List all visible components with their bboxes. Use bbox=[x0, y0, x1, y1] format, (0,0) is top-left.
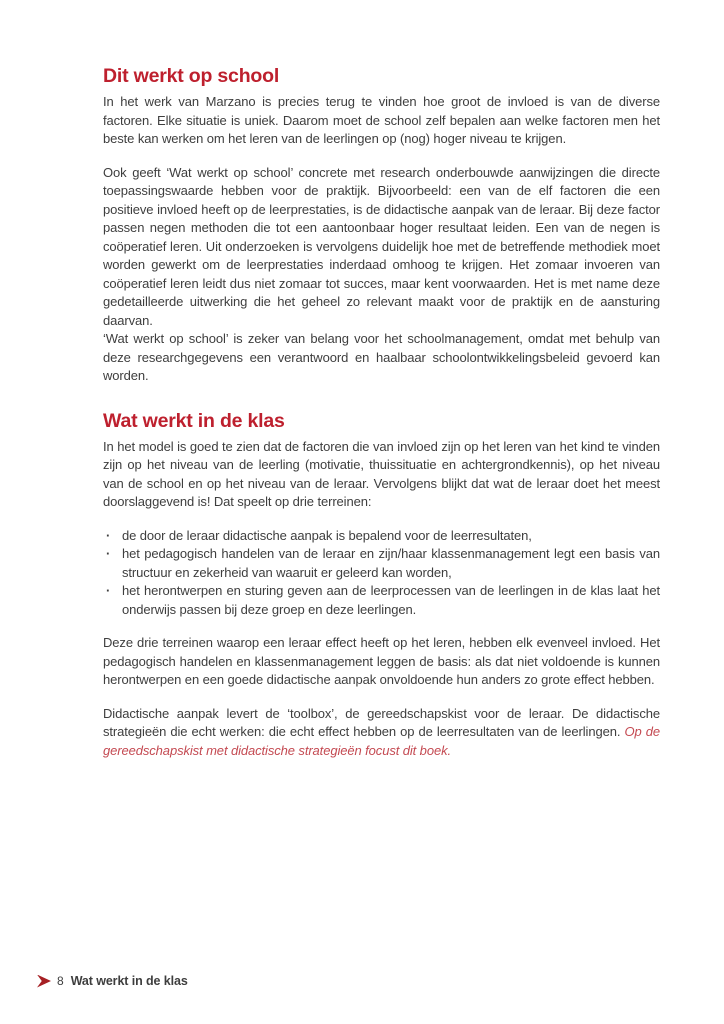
page-content bbox=[103, 64, 660, 760]
bullet-item: · de door de leraar didactische aanpak is bepalend voor de leerresultaten, bbox=[103, 527, 660, 546]
paragraph: ‘Wat werkt op school’ is zeker van belang voor het schoolmanagement, omdat met behulp van deze researchgegevens een verantwoord en haalbaar schoolontwikkelingsbeleid gevoerd kan worden. bbox=[103, 331, 660, 383]
right-chevron-icon bbox=[37, 975, 51, 988]
section-dit-werkt-op-school bbox=[103, 64, 660, 386]
paragraph: Deze drie terreinen waarop een leraar effect heeft op het leren, hebben elk evenveel invloed. Het pedagogisch handelen en klassenmanagement leggen de basis: als dat niet voldoende is kunnen herontwerpen en een goede didactische aanpak onvoldoende hun anders zo grote effect hebben. bbox=[103, 635, 660, 687]
section-heading: Dit werkt op school bbox=[103, 65, 280, 87]
section-heading: Wat werkt in de klas bbox=[103, 409, 285, 432]
paragraph: In het werk van Marzano is precies terug te vinden hoe groot de invloed is van de diverse factoren. Elke situatie is uniek. Daarom moet de school zelf bepalen aan welke factoren men het beste kan werken om het leren van de leerlingen op (nog) hoger niveau te krijgen. bbox=[103, 94, 660, 146]
emphasis-text: Op de gereedschapskist met didactische strategieën focust dit boek. bbox=[103, 724, 660, 758]
footer-title: Wat werkt in de klas bbox=[70, 974, 188, 988]
page-footer bbox=[37, 974, 188, 988]
paragraph-text: Didactische aanpak levert de ‘toolbox’, de gereedschapskist voor de leraar. De didactische strategieën die echt werken: die echt effect hebben op de leerresultaten van de leerlingen. bbox=[103, 705, 660, 739]
paragraph: Ook geeft ‘Wat werkt op school’ concrete met research onderbouwde aanwijzingen die directe toepassingswaarde hebben voor de praktijk. Bijvoorbeeld: een van de elf factoren die een positieve invloed heeft op de leerprestaties, is de didactische aanpak van de leraar. Bij deze factor passen negen methoden die tot een aantoonbaar hoger resultaat leiden. Een van de negen is coöperatief leren. Uit onderzoeken is vervolgens duidelijk hoe met de betreffende methodiek moet worden gewerkt om de leerprestaties inderdaad omhoog te krijgen. Het zomaar invoeren van coöperatief leren leidt dus niet zomaar tot succes, maar kent voorwaarden. Het is met name deze gedetailleerde uitwerking die het geheel zo relevant maakt voor de praktijk en de aansturing daarvan. bbox=[103, 164, 660, 328]
paragraph bbox=[103, 705, 660, 761]
bullet-item: · het herontwerpen en sturing geven aan de leerprocessen van de leerlingen in de klas laat het onderwijs passen bij deze groep en deze leerlingen. bbox=[103, 582, 660, 619]
page-number: 8 bbox=[57, 974, 64, 988]
bullet-item: · het pedagogisch handelen van de leraar en zijn/haar klassenmanagement legt een basis van structuur en zekerheid van waaruit er geleerd kan worden, bbox=[103, 545, 660, 582]
paragraph: In het model is goed te zien dat de factoren die van invloed zijn op het leren van het kind te vinden zijn op het niveau van de leerling (motivatie, thuissituatie en achtergrondkennis), op het niveau van de school en op het niveau van de leraar. Vervolgens blijkt dat wat de leraar doet het meest doorslaggevend is! Dat speelt op drie terreinen: bbox=[103, 438, 660, 509]
bullet-list bbox=[103, 527, 660, 620]
section-wat-werkt-in-de-klas bbox=[103, 409, 660, 761]
